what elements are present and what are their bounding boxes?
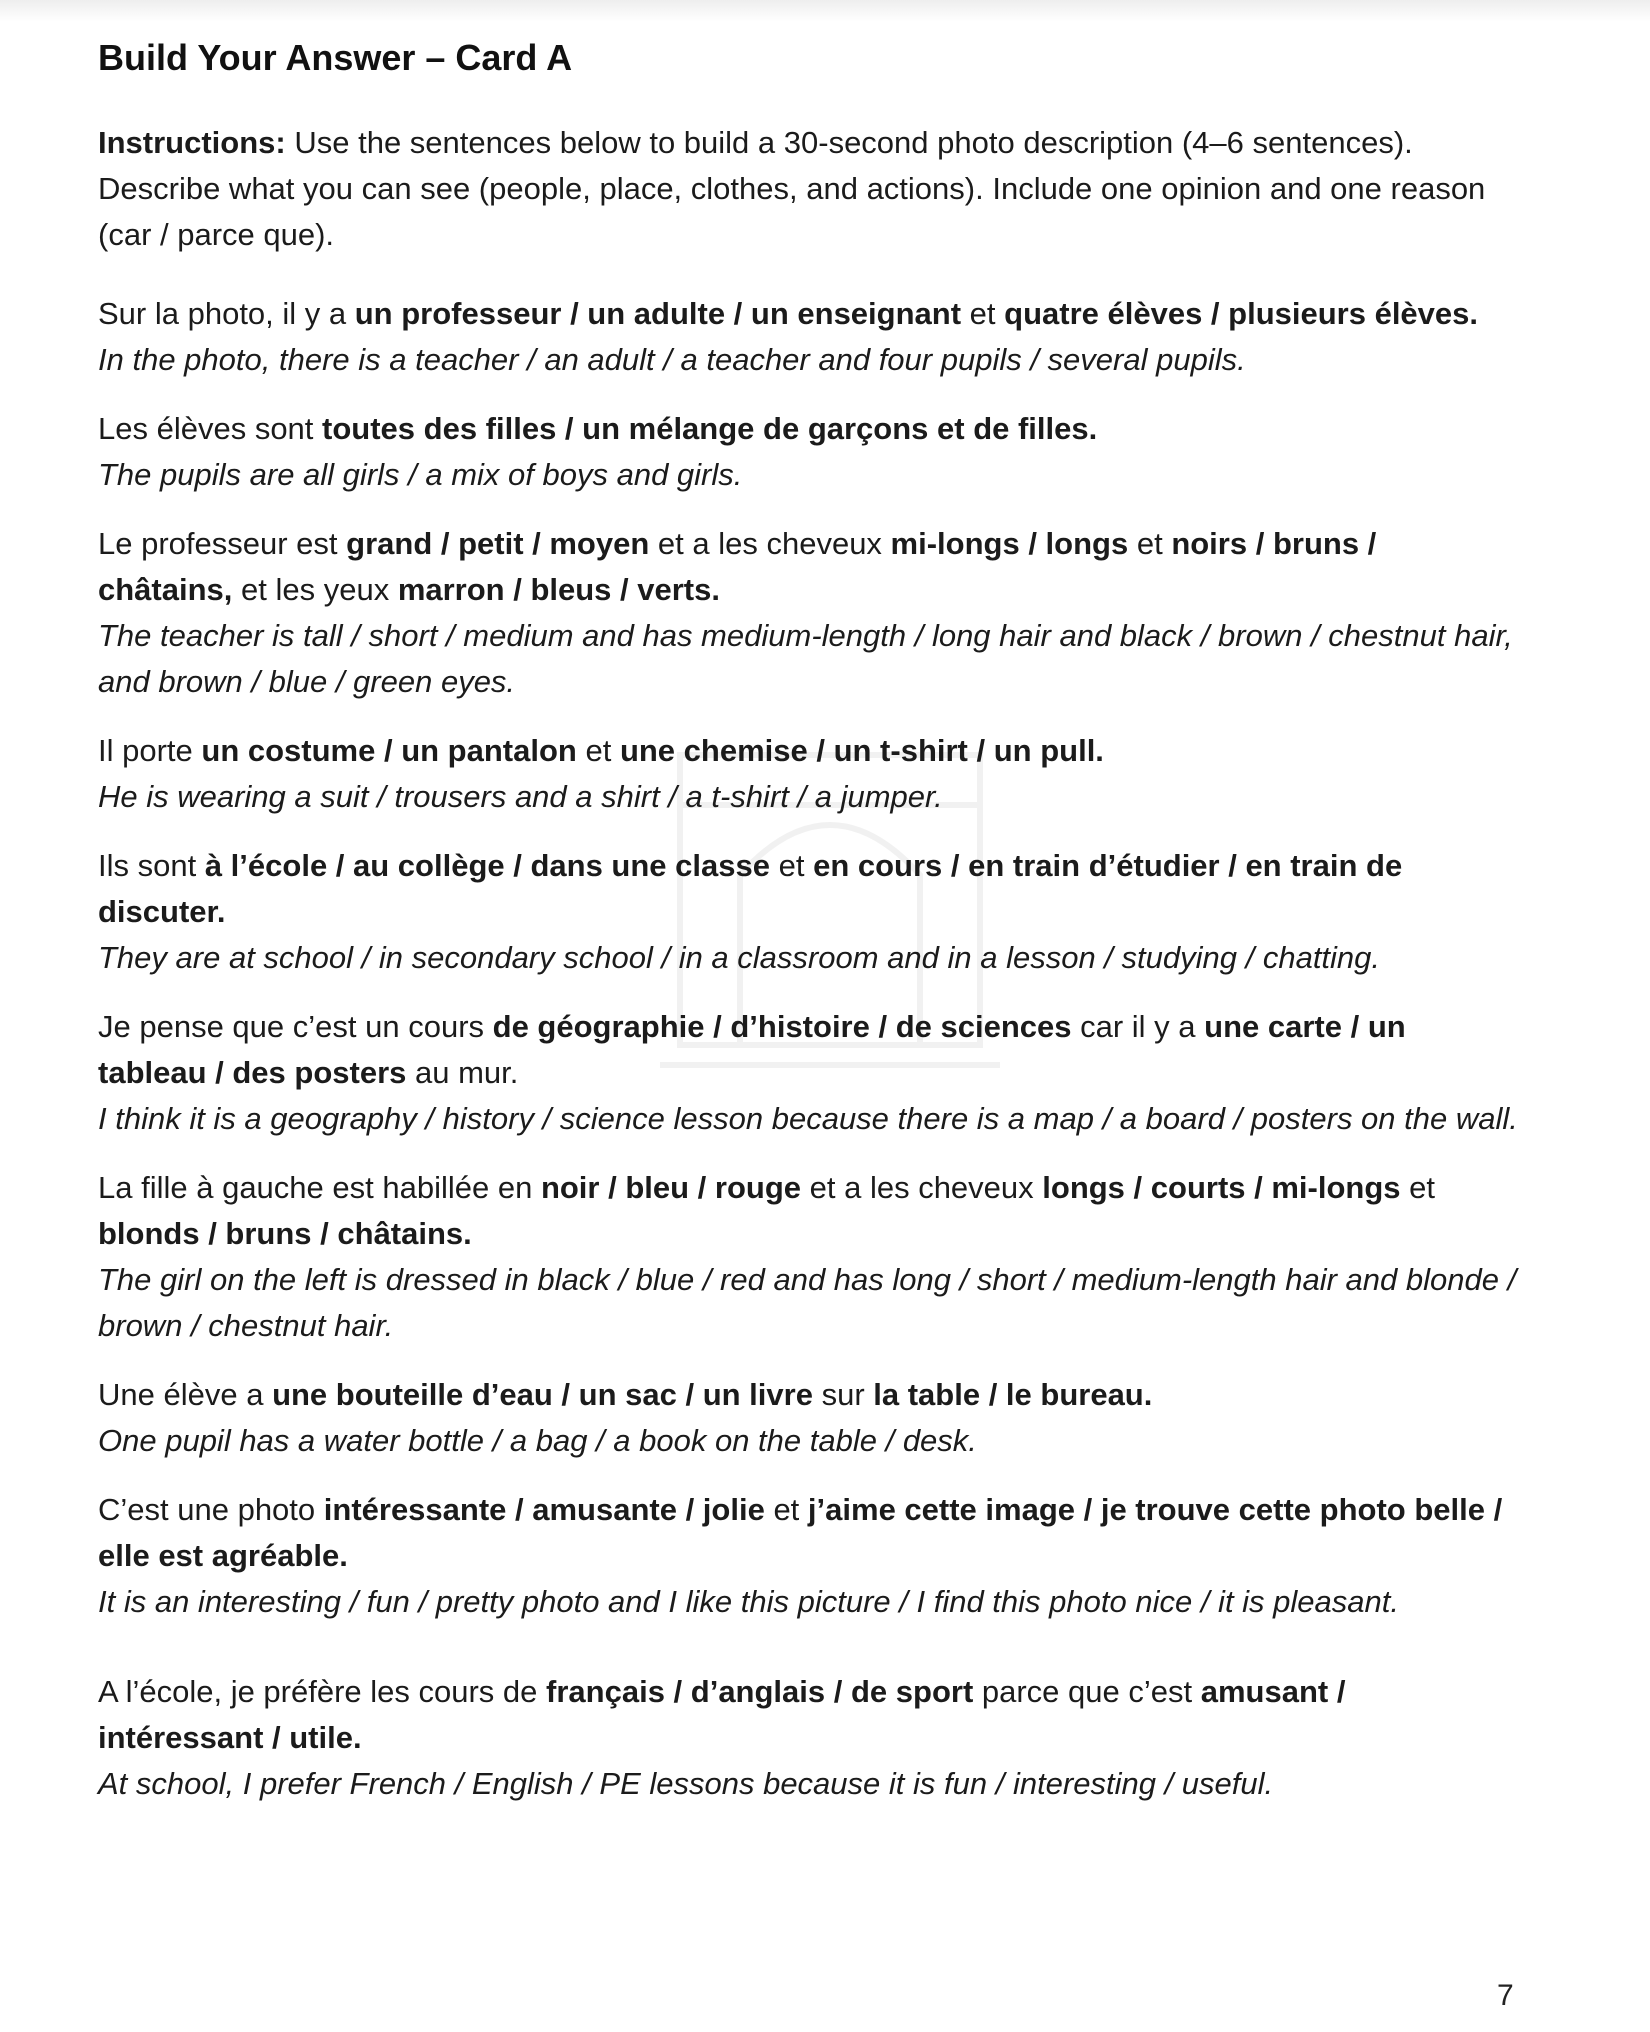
french-choice-options: marron / bleus / verts. xyxy=(397,572,720,607)
english-translation: It is an interesting / fun / pretty photo and I like this picture / I find this photo nice / it is pleasant. xyxy=(98,1584,1399,1619)
english-translation: They are at school / in secondary school / in a classroom and in a lesson / studying / chatting. xyxy=(98,940,1381,975)
french-text: Ils sont xyxy=(98,848,205,883)
french-choice-options: j’aime cette image / je trouve cette photo belle / elle est agréable. xyxy=(98,1492,1503,1573)
french-text: Je pense que c’est un cours xyxy=(98,1009,493,1044)
english-translation: In the photo, there is a teacher / an adult / a teacher and four pupils / several pupils. xyxy=(98,342,1246,377)
sentence-block xyxy=(98,521,1518,705)
sentence-block xyxy=(98,291,1518,383)
french-text: et a les cheveux xyxy=(801,1170,1043,1205)
french-sentence xyxy=(98,1487,1518,1579)
french-sentence xyxy=(98,521,1518,613)
content-area xyxy=(98,30,1518,1830)
english-translation: He is wearing a suit / trousers and a shirt / a t-shirt / a jumper. xyxy=(98,779,943,814)
sentence-block xyxy=(98,406,1518,498)
french-choice-options: blonds / bruns / châtains. xyxy=(98,1216,472,1251)
french-text: Une élève a xyxy=(98,1377,273,1412)
french-sentence xyxy=(98,1165,1518,1257)
french-sentence xyxy=(98,1004,1518,1096)
french-choice-options: à l’école / au collège / dans une classe xyxy=(204,848,770,883)
english-translation: I think it is a geography / history / science lesson because there is a map / a board / posters on the wall. xyxy=(98,1101,1518,1136)
french-sentence xyxy=(98,843,1518,935)
french-choice-options: toutes des filles / un mélange de garçons et de filles. xyxy=(322,411,1098,446)
page-number: 7 xyxy=(1497,1979,1514,2012)
french-sentence xyxy=(98,728,1518,774)
english-translation: The girl on the left is dressed in black / blue / red and has long / short / medium-length hair and blonde / brown / chestnut hair. xyxy=(98,1262,1517,1343)
french-text: et a les cheveux xyxy=(649,526,891,561)
french-choice-options: une chemise / un t-shirt / un pull. xyxy=(619,733,1104,768)
french-text: Les élèves sont xyxy=(98,411,323,446)
french-text: Sur la photo, il y a xyxy=(98,296,355,331)
french-choice-options: quatre élèves / plusieurs élèves. xyxy=(1004,296,1479,331)
instructions-label: Instructions: xyxy=(98,125,286,160)
french-choice-options: une carte / un tableau / des posters xyxy=(98,1009,1406,1090)
french-text: car il y a xyxy=(1071,1009,1205,1044)
french-text: et les yeux xyxy=(232,572,398,607)
french-choice-options: intéressante / amusante / jolie xyxy=(323,1492,765,1527)
french-choice-options: noirs / bruns / châtains, xyxy=(98,526,1377,607)
french-text: C’est une photo xyxy=(98,1492,324,1527)
french-text: Le professeur est xyxy=(98,526,347,561)
instructions-paragraph xyxy=(98,120,1518,258)
english-translation: At school, I prefer French / English / PE lessons because it is fun / interesting / useful. xyxy=(98,1766,1274,1801)
french-choice-options: en cours / en train d’étudier / en train de discuter. xyxy=(98,848,1403,929)
english-translation: One pupil has a water bottle / a bag / a book on the table / desk. xyxy=(98,1423,977,1458)
french-choice-options: une bouteille d’eau / un sac / un livre xyxy=(272,1377,813,1412)
french-sentence xyxy=(98,406,1518,452)
french-choice-options: amusant / intéressant / utile. xyxy=(98,1674,1346,1755)
french-choice-options: mi-longs / longs xyxy=(890,526,1129,561)
sentence-block xyxy=(98,1004,1518,1142)
french-text: parce que c’est xyxy=(973,1674,1201,1709)
sentence-block xyxy=(98,1165,1518,1349)
english-translation: The pupils are all girls / a mix of boys and girls. xyxy=(98,457,743,492)
french-choice-options: la table / le bureau. xyxy=(873,1377,1153,1412)
french-text: et xyxy=(961,296,1005,331)
sentence-blocks xyxy=(98,291,1518,1807)
sentence-block xyxy=(98,1487,1518,1625)
french-text: et xyxy=(1128,526,1172,561)
french-text: et xyxy=(576,733,620,768)
top-edge-shadow xyxy=(0,0,1650,22)
sentence-block xyxy=(98,1372,1518,1464)
instructions-text: Use the sentences below to build a 30-second photo description (4–6 sentences). Describe what you can see (people, place, clothes, and actions). Include one opinion and one reason (car / parce que). xyxy=(98,125,1486,252)
sentence-block xyxy=(98,843,1518,981)
french-text: au mur. xyxy=(406,1055,519,1090)
french-text: et xyxy=(1400,1170,1435,1205)
french-text: Il porte xyxy=(98,733,202,768)
french-text: sur xyxy=(812,1377,874,1412)
french-choice-options: noir / bleu / rouge xyxy=(540,1170,802,1205)
french-sentence xyxy=(98,291,1518,337)
sentence-block xyxy=(98,1669,1518,1807)
french-sentence xyxy=(98,1669,1518,1761)
page-title: Build Your Answer – Card A xyxy=(98,37,573,78)
french-choice-options: un professeur / un adulte / un enseignant xyxy=(354,296,962,331)
french-choice-options: français / d’anglais / de sport xyxy=(546,1674,974,1709)
english-translation: The teacher is tall / short / medium and has medium-length / long hair and black / brown / chestnut hair, and brown / blue / green eyes. xyxy=(98,618,1513,699)
french-choice-options: de géographie / d’histoire / de sciences xyxy=(492,1009,1072,1044)
french-sentence xyxy=(98,1372,1518,1418)
french-choice-options: grand / petit / moyen xyxy=(346,526,650,561)
french-text: et xyxy=(764,1492,808,1527)
french-text: et xyxy=(769,848,814,883)
french-text: A l’école, je préfère les cours de xyxy=(98,1674,547,1709)
sentence-block xyxy=(98,728,1518,820)
french-choice-options: longs / courts / mi-longs xyxy=(1042,1170,1401,1205)
french-choice-options: un costume / un pantalon xyxy=(201,733,577,768)
french-text: La fille à gauche est habillée en xyxy=(98,1170,541,1205)
